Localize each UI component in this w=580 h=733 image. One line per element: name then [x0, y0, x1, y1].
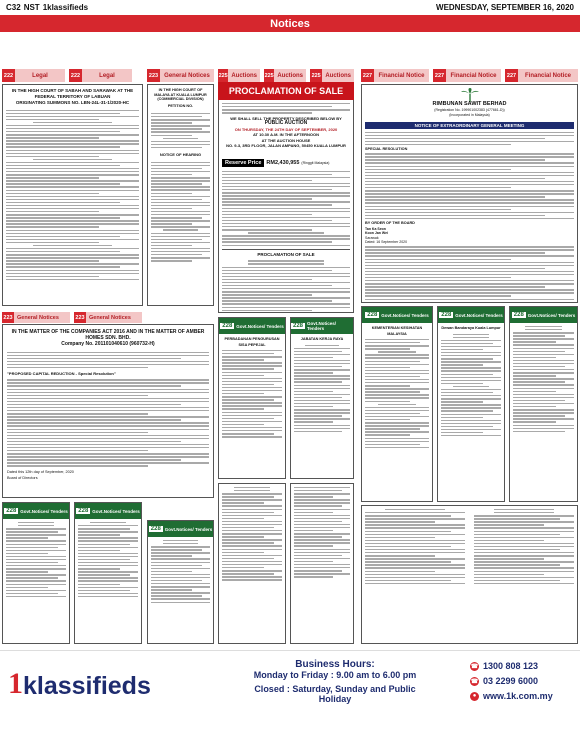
phone-icon: ☎	[470, 678, 479, 685]
egm-title: NOTICE OF EXTRAORDINARY GENERAL MEETING	[365, 122, 574, 129]
proclamation-title: PROCLAMATION OF SALE	[218, 82, 354, 100]
gov-title: JABATAN KERJA RAYA	[300, 337, 344, 341]
category-tag: 223 General Notices	[74, 312, 142, 323]
auction-method: PUBLIC AUCTION	[264, 120, 308, 127]
banner-title: Notices	[270, 17, 310, 30]
companies-act-notice	[2, 324, 214, 498]
issue-date: WEDNESDAY, SEPTEMBER 16, 2020	[436, 2, 574, 12]
gov-notice: 228 Govt.Notices/ Tenders JABATAN KERJA RAYA	[290, 317, 354, 479]
gov-notice: 228 Govt.Notices/ Tenders	[509, 306, 578, 502]
legal-suit: ORIGINATING SUMMONS NO. LBN-24L-31-1/2020-HC	[15, 100, 130, 105]
company-reg: (Registration No. 199901002383 (477661-D))	[434, 107, 505, 112]
gov-notice	[290, 483, 354, 644]
legal-court: IN THE HIGH COURT OF SABAH AND SARAWAK AT THE FEDERAL TERRITORY OF LABUAN	[11, 88, 134, 99]
secretary-1: Tan Ka Seon	[365, 227, 386, 232]
gov-notice: 228 Govt.Notices/ Tenders	[147, 520, 214, 644]
category-tag: 225 Auctions	[218, 69, 260, 82]
gov-title: KEMENTERIAN KESIHATAN MALAYSIA	[371, 326, 423, 336]
contact-info	[470, 661, 575, 701]
general-petition: PETITION NO.	[167, 103, 194, 108]
auction-headline: WE SHALL SELL THE PROPERTY DESCRIBED BELOW BY	[230, 115, 342, 121]
legal-body	[6, 110, 139, 281]
company-inc: (Incorporated in Malaysia)	[449, 113, 490, 117]
gov-notice: 228 Govt.Notices/ Tenders Dewan Bandaraya Kuala Lumpur	[437, 306, 505, 502]
board-order: BY ORDER OF THE BOARD	[365, 221, 415, 226]
companies-subtitle: "PROPOSED CAPITAL REDUCTION - Special Resolution"	[7, 371, 116, 377]
category-tag: 222 Legal	[2, 69, 65, 82]
financial-date: Dated: 16 September 2020	[365, 240, 408, 245]
page-number: C32	[6, 2, 21, 12]
auction-notice	[218, 100, 354, 313]
category-tag: 227 Financial Notice	[505, 69, 578, 82]
gov-title: Dewan Bandaraya Kuala Lumpur	[441, 326, 501, 330]
general-notice-title: NOTICE OF HEARING	[159, 152, 202, 158]
auction-time: AT 10.30 A.M. IN THE AFTERNOON	[252, 132, 320, 138]
phone-1[interactable]: 1300 808 123	[483, 661, 539, 671]
gov-notice	[361, 505, 578, 644]
globe-icon: ●	[470, 692, 479, 701]
reserve-value: RM2,430,955	[266, 159, 300, 166]
special-resolution: SPECIAL RESOLUTION	[365, 147, 408, 152]
auction-address: NO. 9-3, 3RD FLOOR, JALAN AMPANG, 50450 KUALA LUMPUR	[226, 143, 346, 149]
financial-notice	[361, 84, 578, 303]
phone-icon: ☎	[470, 663, 479, 670]
category-tag: 227 Financial Notice	[361, 69, 429, 82]
category-tag: 223 General Notices	[147, 69, 214, 82]
palm-logo-icon	[461, 88, 479, 102]
financial-place: Sarawak	[365, 236, 379, 241]
hours-closed: Closed : Saturday, Sunday and Public Holiday	[254, 684, 416, 704]
legal-notice	[2, 84, 143, 306]
page-header	[0, 0, 580, 14]
gov-notice: 228 Govt.Notices/ Tenders KEMENTERIAN KESIHATAN MALAYSIA	[361, 306, 433, 502]
proclamation-title-2: PROCLAMATION OF SALE	[222, 249, 350, 258]
gov-notice	[218, 483, 286, 644]
gov-notice: 228 Govt.Notices/ Tenders	[2, 502, 70, 644]
website-link[interactable]: www.1k.com.my	[483, 691, 553, 701]
companies-dated: Dated this 12th day of September, 2020	[7, 469, 74, 474]
auction-venue: AT THE AUCTION HOUSE	[261, 137, 311, 143]
reserve-label: Reserve Price	[222, 159, 264, 167]
category-tag: 225 Auctions	[264, 69, 306, 82]
category-tag: 225 Auctions	[310, 69, 354, 82]
companies-title: IN THE MATTER OF THE COMPANIES ACT 2016 AND IN THE MATTER OF AMBER HOMES SDN. BHD.	[11, 329, 205, 341]
footer-ad	[0, 650, 580, 733]
phone-2[interactable]: 03 2299 6000	[483, 676, 539, 686]
notices-banner	[0, 15, 580, 32]
company-logo	[365, 88, 574, 119]
paper-name: NST	[23, 2, 40, 12]
general-notice-hearing	[147, 84, 214, 306]
logo-number: 1	[8, 667, 23, 700]
companies-reg: Company No. 201101040610 (960732-H)	[61, 341, 155, 347]
category-tag: 223 General Notices	[2, 312, 70, 323]
category-tag: 222 Legal	[69, 69, 132, 82]
reserve-suffix: (Ringgit Malaysia)	[301, 160, 330, 165]
section-name: 1klassifieds	[42, 2, 89, 12]
klassifieds-logo	[8, 669, 151, 699]
hours-title: Business Hours:	[295, 659, 375, 670]
business-hours	[240, 659, 430, 704]
gov-title: PERBADANAN PENGURUSAN SISA PEPEJAL	[224, 337, 280, 347]
logo-text: klassifieds	[23, 672, 151, 700]
hours-weekday: Monday to Friday : 9.00 am to 6.00 pm	[253, 670, 417, 680]
category-tags	[0, 69, 580, 82]
general-court: IN THE HIGH COURT OF MALAYA AT KUALA LUMPUR (COMMERCIAL DIVISION)	[154, 88, 207, 101]
company-name: RIMBUNAN SAWIT BERHAD	[432, 101, 507, 107]
secretary-2: Koon Jan Wei	[365, 231, 389, 236]
companies-board: Board of Directors	[7, 475, 38, 480]
reserve-price	[222, 151, 350, 169]
gov-notice: 228 Govt.Notices/ Tenders PERBADANAN PENGURUSAN SISA PEPEJAL	[218, 317, 286, 479]
gov-notice: 228 Govt.Notices/ Tenders	[74, 502, 142, 644]
auction-date: ON THURSDAY, THE 24TH DAY OF SEPTEMBER, 2020	[234, 126, 338, 132]
category-tag: 227 Financial Notice	[433, 69, 501, 82]
